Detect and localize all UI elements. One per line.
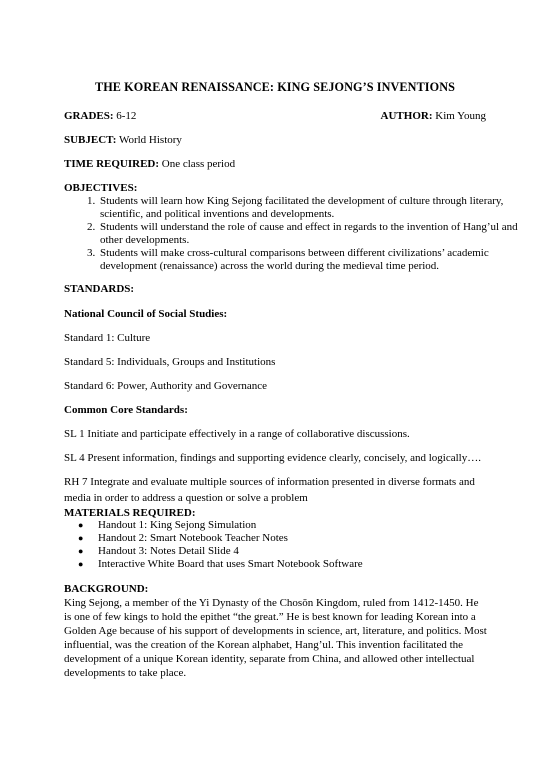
materials-item-text: Handout 3: Notes Detail Slide 4: [98, 545, 239, 557]
grades-label: GRADES:: [64, 110, 114, 122]
objective-item: 1. Students will learn how King Sejong facilitated the development of culture through literary, scientific, and political inventions and developments.: [98, 195, 518, 221]
materials-item: [78, 558, 518, 571]
bullet-icon: ●: [78, 520, 84, 530]
ncss-heading: National Council of Social Studies:: [64, 308, 228, 320]
author-label: AUTHOR:: [380, 110, 433, 122]
grades-author-row: [64, 110, 486, 123]
subject-row: [64, 134, 182, 147]
materials-item-text: Handout 2: Smart Notebook Teacher Notes: [98, 532, 288, 544]
objectives-heading: OBJECTIVES:: [64, 182, 138, 194]
time-required-value: One class period: [161, 158, 236, 170]
time-required-label: TIME REQUIRED:: [64, 158, 160, 170]
materials-item: [78, 545, 518, 558]
grades-value: 6-12: [116, 110, 137, 122]
background-heading: BACKGROUND:: [64, 583, 149, 595]
author-field: [381, 110, 486, 123]
materials-item: [78, 519, 518, 532]
bullet-icon: ●: [78, 546, 84, 556]
common-core-heading: Common Core Standards:: [64, 404, 188, 416]
common-core-standard: RH 7 Integrate and evaluate multiple sources of information presented in diverse formats and media in order to address a question or solve a problem: [64, 476, 475, 504]
common-core-standard: SL 4 Present information, findings and supporting evidence clearly, concisely, and logically….: [64, 452, 481, 464]
objective-item: 2. Students will understand the role of cause and effect in regards to the invention of Hang’ul and other developments.: [98, 221, 518, 247]
subject-label: SUBJECT:: [64, 134, 117, 146]
bullet-icon: ●: [78, 559, 84, 569]
subject-value: World History: [118, 134, 182, 146]
bullet-icon: ●: [78, 533, 84, 543]
materials-list: [64, 519, 518, 571]
materials-item-text: Handout 1: King Sejong Simulation: [98, 519, 257, 531]
time-required-row: [64, 158, 235, 171]
ncss-standard: Standard 1: Culture: [64, 332, 151, 344]
standards-heading: STANDARDS:: [64, 283, 135, 295]
objective-item: 3. Students will make cross-cultural comparisons between different civilizations’ academic development (renaissance) across the world during the medieval time period.: [98, 247, 518, 273]
materials-item-text: Interactive White Board that uses Smart Notebook Software: [98, 558, 363, 570]
materials-item: [78, 532, 518, 545]
background-text: King Sejong, a member of the Yi Dynasty of the Chosŏn Kingdom, ruled from 1412-1450. He is one of few kings to hold the epithet “the great.” He is best known for leading Korean into a Golden Age because of his support of developments in science, art, literature, and politics. Most influential, was the creation of the Korean alphabet, Hang’ul. This invention facilitated the development of a unique Korean identity, separate from China, and allowed other intellectual developments to take place.: [64, 597, 487, 679]
common-core-standard: SL 1 Initiate and participate effectively in a range of collaborative discussions.: [64, 428, 410, 440]
author-value: Kim Young: [435, 110, 486, 122]
document-title: THE KOREAN RENAISSANCE: KING SEJONG’S INVENTIONS: [95, 80, 455, 94]
materials-heading: MATERIALS REQUIRED:: [64, 507, 196, 519]
objectives-list: [64, 195, 518, 273]
ncss-standard: Standard 5: Individuals, Groups and Institutions: [64, 356, 276, 368]
ncss-standard: Standard 6: Power, Authority and Governance: [64, 380, 268, 392]
